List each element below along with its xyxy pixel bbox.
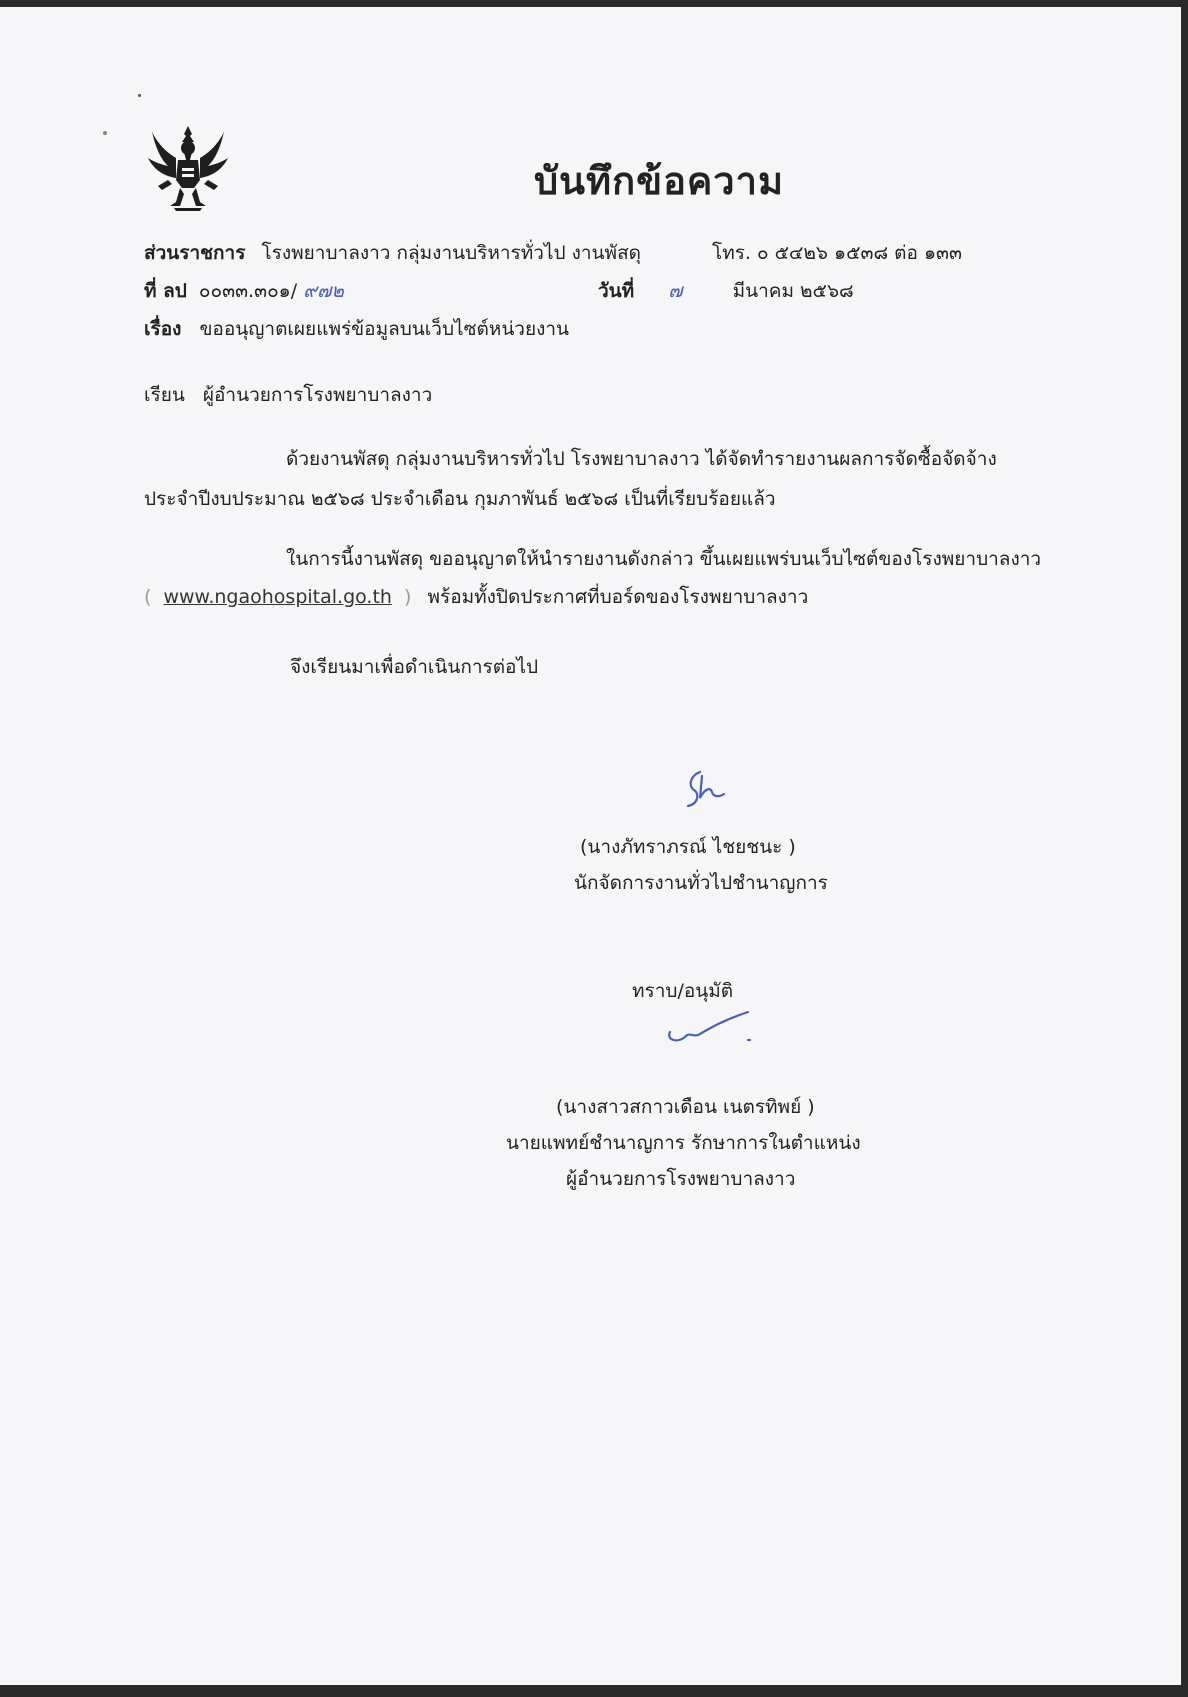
signer1-position: นักจัดการงานทั่วไปชำนาญการ <box>574 872 828 894</box>
paragraph1-line2: ประจำปีงบประมาณ ๒๕๖๘ ประจำเดือน กุมภาพันธ์ ๒๕๖๘ เป็นที่เรียบร้อยแล้ว <box>144 488 776 510</box>
signature-2-icon <box>664 1010 754 1050</box>
date-label: วันที่ <box>598 280 635 302</box>
paragraph1-line1: ด้วยงานพัสดุ กลุ่มงานบริหารทั่วไป โรงพยาบาลงาว ได้จัดทำรายงานผลการจัดซื้อจัดจ้าง <box>286 448 997 470</box>
signer1-name: (นางภัทราภรณ์ ไชยชนะ ) <box>580 836 796 858</box>
scan-border-right <box>1181 0 1188 1697</box>
date-value: มีนาคม ๒๕๖๘ <box>732 280 854 302</box>
paragraph2-rest: พร้อมทั้งปิดประกาศที่บอร์ดของโรงพยาบาลงาว <box>427 586 809 608</box>
date-day-handwritten: ๗ <box>668 280 683 302</box>
reference-handwritten: ๙๗๒ <box>303 280 344 302</box>
approval-label: ทราบ/อนุมัติ <box>632 980 734 1002</box>
department-value: โรงพยาบาลงาว กลุ่มงานบริหารทั่วไป งานพัสดุ <box>261 242 642 264</box>
subject-value: ขออนุญาตเผยแพร่ข้อมูลบนเว็บไซต์หน่วยงาน <box>199 318 570 340</box>
to-label: เรียน <box>144 384 185 406</box>
scan-border-top <box>0 0 1188 7</box>
salutation-row <box>144 380 432 410</box>
signer2-position-line1: นายแพทย์ชำนาญการ รักษาการในตำแหน่ง <box>506 1132 861 1154</box>
reference-row <box>144 276 344 306</box>
reference-value: ๐๐๓๓.๓๐๑/ <box>198 280 298 302</box>
paren-close: ) <box>404 586 412 608</box>
subject-row <box>144 314 569 344</box>
phone-number: โทร. ๐ ๕๔๒๖ ๑๕๓๘ ต่อ ๑๓๓ <box>712 242 962 264</box>
paragraph2-line2 <box>144 582 808 612</box>
scan-border-bottom <box>0 1685 1188 1697</box>
paragraph2-line1: ในการนี้งานพัสดุ ขออนุญาตให้นำรายงานดังกล่าว ขึ้นเผยแพร่บนเว็บไซต์ของโรงพยาบาลงาว <box>286 548 1042 570</box>
to-value: ผู้อำนวยการโรงพยาบาลงาว <box>202 384 433 406</box>
date-row <box>598 276 854 306</box>
reference-label: ที่ ลป <box>144 280 187 302</box>
scan-speck <box>138 94 141 97</box>
department-row <box>144 238 641 268</box>
signature-1-icon <box>680 768 728 812</box>
memo-title: บันทึกข้อความ <box>533 159 785 203</box>
signer2-position-line2: ผู้อำนวยการโรงพยาบาลงาว <box>566 1168 796 1190</box>
scan-speck <box>103 131 107 135</box>
subject-label: เรื่อง <box>144 318 182 340</box>
paren-open: ( <box>144 586 152 608</box>
closing-line: จึงเรียนมาเพื่อดำเนินการต่อไป <box>290 656 539 678</box>
website-link[interactable]: www.ngaohospital.go.th <box>163 586 392 608</box>
department-label: ส่วนราชการ <box>144 242 246 264</box>
signer2-name: (นางสาวสกาวเดือน เนตรทิพย์ ) <box>556 1096 815 1118</box>
